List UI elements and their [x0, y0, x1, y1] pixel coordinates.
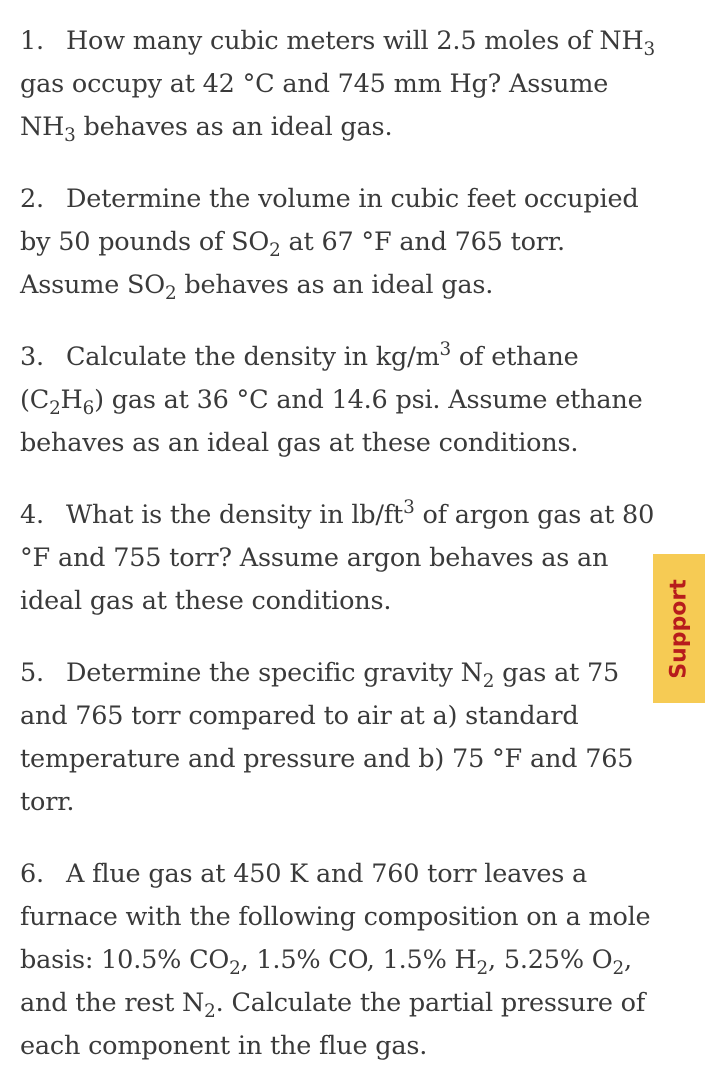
question-text: . Calculate the partial pressure of each component in the flue gas.	[20, 988, 646, 1061]
subscript: 2	[612, 957, 624, 979]
subscript: 2	[476, 957, 489, 979]
question-text: Determine the volume in cubic feet occupied by 50 pounds of SO	[20, 184, 639, 257]
question-5	[20, 652, 660, 824]
question-4	[20, 494, 660, 623]
subscript: 2	[482, 670, 495, 692]
question-text: How many cubic meters will 2.5 moles of NH	[66, 26, 644, 56]
subscript: 2	[269, 239, 281, 261]
superscript: 3	[403, 496, 415, 518]
question-text: gas occupy at 42 °C and 745 mm Hg? Assume NH	[20, 69, 609, 142]
question-number: 5.	[20, 658, 44, 688]
question-text: , 1.5% CO, 1.5% H	[240, 945, 477, 975]
superscript: 3	[439, 338, 451, 360]
question-text: ) gas at 36 °C and 14.6 psi. Assume ethane behaves as an ideal gas at these conditions.	[20, 385, 643, 458]
subscript: 2	[164, 282, 177, 304]
subscript: 3	[643, 38, 655, 60]
question-number: 2.	[20, 184, 44, 214]
subscript: 6	[82, 397, 95, 419]
subscript: 3	[64, 124, 76, 146]
question-text: Determine the specific gravity N	[66, 658, 483, 688]
question-text: What is the density in lb/ft	[66, 500, 404, 530]
support-button[interactable]	[653, 554, 705, 703]
question-text: A flue gas at 450 K and 760 torr leaves a furnace with the following composition on a mole basis: 10.5% CO	[20, 859, 651, 975]
question-number: 6.	[20, 859, 44, 889]
question-text: H	[60, 385, 83, 415]
question-text: Calculate the density in kg/m	[66, 342, 440, 372]
question-text: of argon gas at 80 °F and 755 torr? Assume argon behaves as an ideal gas at these conditions.	[20, 500, 655, 616]
question-text: at 67 °F and 765 torr. Assume SO	[20, 227, 565, 300]
question-6	[20, 853, 660, 1068]
question-text: gas at 75 and 765 torr compared to air at a) standard temperature and pressure and b) 75 °F and 765 torr.	[20, 658, 634, 817]
question-number: 1.	[20, 26, 44, 56]
question-text: of ethane (C	[20, 342, 579, 415]
question-number: 3.	[20, 342, 44, 372]
question-2	[20, 178, 660, 307]
question-text: , and the rest N	[20, 945, 632, 1018]
question-3	[20, 336, 660, 465]
question-text: behaves as an ideal gas.	[176, 270, 494, 300]
question-text: behaves as an ideal gas.	[75, 112, 393, 142]
subscript: 2	[229, 957, 241, 979]
question-text: , 5.25% O	[488, 945, 613, 975]
question-number: 4.	[20, 500, 44, 530]
support-button-label: Support	[666, 578, 692, 679]
subscript: 2	[204, 1000, 216, 1022]
question-1	[20, 20, 660, 149]
question-list	[20, 20, 660, 1068]
subscript: 2	[49, 397, 61, 419]
